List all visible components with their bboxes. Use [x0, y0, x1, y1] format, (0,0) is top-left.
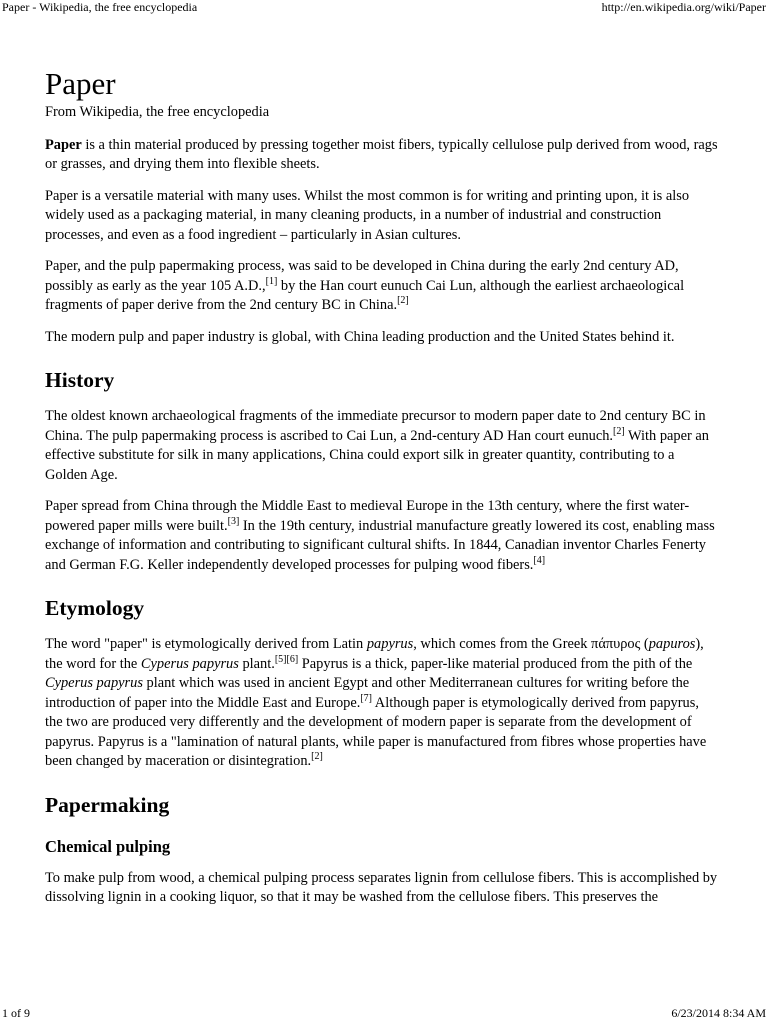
species-name: Cyperus papyrus [140, 655, 239, 672]
citation-link[interactable]: [6] [286, 653, 299, 665]
subsection-heading-chemical-pulping: Chemical pulping [45, 836, 171, 856]
citation-link[interactable]: [5] [274, 653, 287, 665]
history-p1-text-a: The oldest known archaeological fragments of the immediate precursor to modern paper date to 2nd century BC in China. The pulp papermaking process is ascribed to Cai Lun, a 2nd-century AD Han court eunuch. [45, 408, 706, 444]
etymology-text: , which comes from the Greek πάπυρος ( [413, 636, 649, 652]
print-header [0, 0, 768, 16]
citation-link[interactable]: [2] [613, 425, 625, 437]
intro-paragraph-1 [45, 136, 720, 175]
etymology-text: ), the word for the [45, 636, 704, 672]
citation-link[interactable]: [2] [311, 751, 323, 763]
page-title: Paper [45, 66, 116, 101]
history-paragraph-2 [45, 497, 720, 575]
section-heading-history: History [45, 368, 115, 392]
papermaking-paragraph-1: To make pulp from wood, a chemical pulping process separates lignin from cellulose fibers. This is accomplished by dissolving lignin in a cooking liquor, so that it may be washed from the cellulose fibers. This preserves the [45, 869, 718, 905]
history-p1-text-b: With paper an effective substitute for silk in many applications, China could export silk in greater quantity, contributing to a Golden Age. [45, 427, 709, 483]
etymology-paragraph [45, 635, 720, 772]
print-header-title: Paper - Wikipedia, the free encyclopedia [2, 0, 198, 14]
etymology-text: plant. [238, 655, 275, 672]
latin-term: papyrus [366, 636, 414, 652]
etymology-text: Papyrus is a thick, paper-like material produced from the pith of the [298, 655, 693, 672]
section-heading-etymology: Etymology [45, 596, 145, 620]
intro-paragraph-2: Paper is a versatile material with many uses. Whilst the most common is for writing and printing upon, it is also widely used as a packaging material, in many cleaning products, in a number of industrial and construction processes, and even as a food ingredient – particularly in Asian cultures. [45, 187, 690, 243]
intro-paragraph-3 [45, 257, 720, 316]
intro-paragraph-4: The modern pulp and paper industry is global, with China leading production and the United States behind it. [45, 328, 675, 345]
etymology-text: Although paper is etymologically derived from papyrus, the two are produced very differently and the development of modern paper is separate from the development of papyrus. Papyrus is a "lamination of natural plants, while paper is manufactured from fibres whose properties have been changed by maceration or disintegration. [45, 694, 707, 769]
citation-link[interactable]: [2] [397, 295, 409, 307]
print-header-url: http://en.wikipedia.org/wiki/Paper [601, 0, 766, 14]
print-datetime: 6/23/2014 8:34 AM [671, 1006, 766, 1020]
citation-link[interactable]: [1] [265, 275, 278, 287]
etymology-text: The word "paper" is etymologically derived from Latin [45, 636, 367, 652]
history-p2-text-a: Paper spread from China through the Middle East to medieval Europe in the 13th century, where the first water-powered paper mills were built. [45, 498, 690, 534]
citation-link[interactable]: [4] [533, 554, 546, 566]
history-p2-text-b: In the 19th century, industrial manufacture greatly lowered its cost, enabling mass exchange of information and contributing to significant cultural shifts. In 1844, Canadian inventor Charles Fenerty and German F.G. Keller independently developed processes for pulping wood fibers. [45, 517, 715, 573]
greek-transliteration: papuros [648, 636, 696, 652]
page-number: 1 of 9 [2, 1006, 30, 1020]
intro-p1-text: is a thin material produced by pressing together moist fibers, typically cellulose pulp derived from wood, rags or grasses, and drying them into flexible sheets. [45, 136, 718, 172]
intro-bold-term: Paper [45, 136, 82, 153]
intro-p3-text-a: Paper, and the pulp papermaking process, was said to be developed in China during the early 2nd century AD, possibly as early as the year 105 A.D., [45, 258, 679, 294]
intro-p3-text-b: by the Han court eunuch Cai Lun, although the earliest archaeological fragments of paper derive from the 2nd century BC in China. [45, 277, 685, 313]
citation-link[interactable]: [3] [227, 515, 240, 527]
history-paragraph-1 [45, 407, 720, 485]
citation-link[interactable]: [7] [360, 692, 372, 704]
site-tagline: From Wikipedia, the free encyclopedia [45, 104, 270, 120]
species-name: Cyperus papyrus [45, 675, 143, 691]
section-heading-papermaking: Papermaking [45, 792, 170, 817]
article-content [45, 64, 720, 920]
etymology-text: plant which was used in ancient Egypt and other Mediterranean cultures for writing before the introduction of paper into the Middle East and Europe. [45, 675, 690, 711]
print-footer [0, 1006, 768, 1022]
